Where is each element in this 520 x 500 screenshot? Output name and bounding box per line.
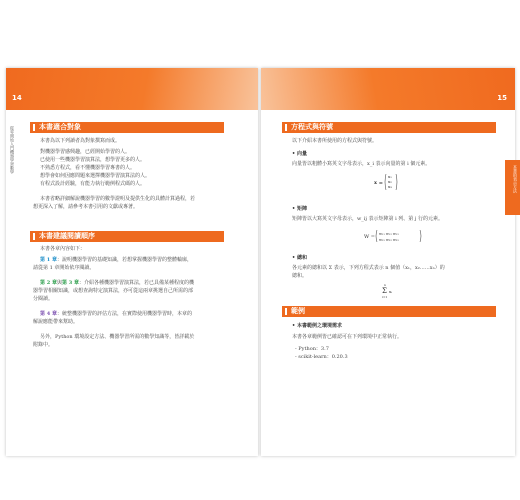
- left-side-label: 從零開始入門機器學習數學: [10, 126, 15, 174]
- svg-text:x =: x =: [374, 180, 383, 186]
- chapter1-text-cont: 請從第 1 章開始依序閱讀。: [33, 265, 95, 271]
- audience-note: 想更深入了解，請參考本書引用的文獻或專著。: [33, 204, 139, 210]
- vector-desc: 向量皆以粗體小寫英文字母表示，x_i 表示向量的第 i 個元素。: [292, 161, 431, 167]
- svg-text:Σ: Σ: [382, 287, 387, 295]
- chapter23-text-cont: 分閱讀。: [33, 296, 54, 302]
- sum-desc: 各元素的總和以 Σ 表示，下列方程式表示 n 個值（x₁，x₂……xₙ）的: [292, 265, 445, 271]
- vector-heading: • 向量: [292, 151, 307, 157]
- section-title-audience: 本書適合對象: [30, 122, 224, 133]
- chapter23-text: ：介紹各種機器學習演算法，若已具備某種程度的機: [78, 280, 194, 286]
- audience-item: 有程式設計經驗，有能力執行範例程式碼的人。: [40, 181, 146, 187]
- left-header-band: [6, 68, 258, 110]
- right-header-band: [261, 68, 515, 110]
- sum-formula: [380, 282, 410, 302]
- svg-text:W =: W =: [364, 234, 375, 240]
- chapter2-label: 第 2 章: [40, 280, 57, 286]
- svg-text:x₃: x₃: [388, 184, 392, 189]
- section-title-reading-order: 本書建議閱讀順序: [30, 231, 224, 242]
- chapter4-text-cont: 解說應能帶來幫助。: [33, 319, 79, 325]
- chapter4-text: ：統整機器學習的評估方法，在實際使用機器學習時，本章的: [56, 311, 192, 317]
- svg-text:i=1: i=1: [382, 295, 388, 299]
- notation-intro: 以下介紹本書所使用的方程式與符號。: [292, 138, 378, 144]
- vector-title: 向量: [296, 151, 307, 157]
- chapter23-and: 與: [56, 280, 62, 286]
- svg-text:xᵢ: xᵢ: [389, 289, 393, 294]
- chapter3-label: 第 3 章: [61, 280, 79, 286]
- sum-title: 總和: [296, 255, 307, 261]
- chapter23-line: [40, 280, 194, 287]
- matrix-formula: [362, 226, 432, 246]
- chapter1-label: 第 1 章: [40, 257, 57, 263]
- audience-item: 想學會如何因應問題來選擇機器學習演算法的人。: [40, 173, 151, 179]
- svg-text:x₂: x₂: [388, 179, 392, 184]
- svg-text:w₂₁ w₂₂ w₂₃: w₂₁ w₂₂ w₂₃: [379, 238, 399, 242]
- left-page-number: 14: [12, 94, 22, 102]
- reading-intro: 本書各章內容如下：: [40, 246, 86, 252]
- svg-text:n: n: [384, 283, 386, 287]
- audience-intro: 本書為以下列讀者為對象撰寫而成。: [40, 138, 121, 144]
- section-title-notation: 方程式與符號: [282, 122, 496, 133]
- env-desc: 本書各章範例皆已確認可在下列環境中正常執行。: [292, 334, 403, 340]
- matrix-heading: • 矩陣: [292, 206, 307, 212]
- audience-item: 對機器學習感興趣，已經開始學習的人。: [40, 149, 131, 155]
- sum-heading: • 總和: [292, 255, 307, 261]
- matrix-desc: 矩陣皆以大寫英文字母表示，w_ij 表示矩陣第 i 列、第 j 行的元素。: [292, 216, 444, 222]
- chapter1-text: ：說明機器學習的基礎知識，若想掌握機器學習的整體輪廓，: [56, 257, 192, 263]
- sum-desc-cont: 總和。: [292, 273, 308, 279]
- chapter-side-tab-label: 本書的表示方法: [513, 165, 518, 193]
- audience-item: 已使用一些機器學習演算法，想學習更多的人。: [40, 157, 146, 163]
- env-heading: • 本書範例之環境需求: [292, 323, 342, 329]
- section-title-examples: 範例: [282, 306, 496, 317]
- svg-text:x₁: x₁: [388, 174, 392, 179]
- chapter1-line: [40, 257, 192, 264]
- audience-item: 不熟悉方程式，看不懂機器學習專書的人。: [40, 165, 136, 171]
- chapter4-line: [40, 311, 192, 318]
- audience-note: 本書省略詳細解說機器學習的數學證明及提供生化的具體計算過程，若: [40, 196, 196, 202]
- matrix-title: 矩陣: [296, 206, 307, 212]
- env-title: 本書範例之環境需求: [296, 323, 342, 329]
- env-item: - Python：3.7: [295, 346, 329, 352]
- right-page-number: 15: [497, 94, 507, 102]
- env-item: - scikit-learn：0.20.3: [295, 354, 348, 360]
- svg-text:w₁₁ w₁₂ w₁₃: w₁₁ w₁₂ w₁₃: [379, 232, 399, 236]
- appendix-note-cont: 附錄中。: [33, 342, 54, 348]
- chapter4-label: 第 4 章: [40, 311, 57, 317]
- chapter23-text-cont: 器學習相關知識，或想查詢特定演算法，亦可從這兩章挑選自己所需的部: [33, 288, 194, 294]
- vector-formula: [372, 170, 412, 194]
- appendix-note: 另外，Python 環境設定方法、機器學習所需的數學知識等，皆詳載於: [40, 334, 195, 340]
